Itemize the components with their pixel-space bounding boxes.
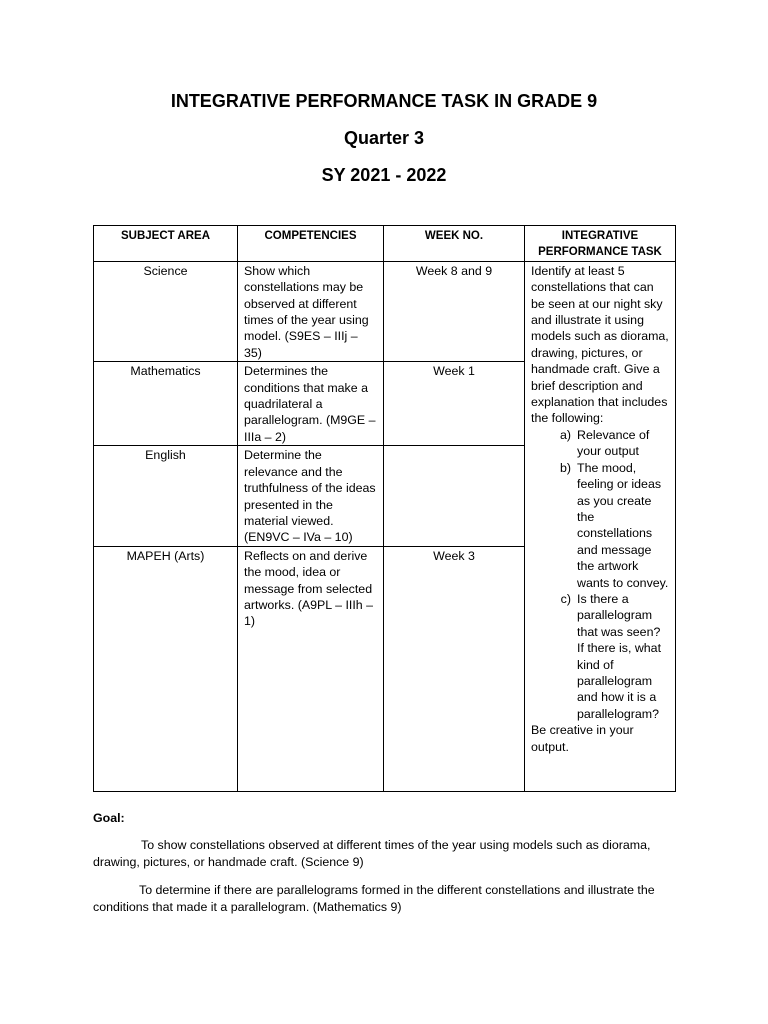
subject-cell: MAPEH (Arts) [94, 546, 238, 791]
list-item [531, 427, 669, 460]
goal-text-math: To determine if there are parallelograms formed in the different constellations and illustrate the conditions that made it a parallelogram. (Mathematics 9) [93, 883, 655, 914]
task-intro: Identify at least 5 constellations that can be seen at our night sky and illustrate it using models such as diorama, drawing, pictures, or handmade craft. Give a brief description and explanation that includes the following: [531, 263, 669, 426]
subject-cell: Science [94, 261, 238, 361]
quarter-heading: Quarter 3 [343, 128, 425, 148]
competency-cell: Determines the conditions that make a quadrilateral a parallelogram. (M9GE – IIIa – 2) [238, 362, 384, 446]
competency-cell: Determine the relevance and the truthfulness of the ideas presented in the material viewed. (EN9VC – IVa – 10) [238, 446, 384, 546]
column-header-competencies: COMPETENCIES [238, 226, 384, 262]
week-cell: Week 3 [384, 546, 525, 791]
list-item [531, 591, 669, 722]
integrative-task-cell [525, 261, 676, 791]
table-row [94, 261, 676, 361]
list-item-text: The mood, feeling or ideas as you create the constellations and message the artwork wants to convey. [577, 460, 669, 590]
list-marker: c) [560, 591, 571, 606]
list-item [531, 460, 669, 591]
week-cell [384, 446, 525, 546]
document-title: INTEGRATIVE PERFORMANCE TASK IN GRADE 9 [170, 91, 598, 111]
list-item-text: Relevance of your output [577, 427, 650, 459]
list-marker: b) [559, 460, 571, 475]
column-header-subject: SUBJECT AREA [94, 226, 238, 262]
list-item-text: Is there a parallelogram that was seen? If there is, what kind of parallelogram and how it is a parallelogram? [577, 591, 662, 721]
goal-section [93, 810, 683, 827]
week-cell: Week 8 and 9 [384, 261, 525, 361]
list-marker: a) [559, 427, 571, 442]
competency-cell: Show which constellations may be observed at different times of the year using model. (S9ES – IIIj – 35) [238, 261, 384, 361]
performance-task-table [93, 225, 676, 792]
subject-cell: English [94, 446, 238, 546]
goal-label: Goal: [93, 811, 125, 825]
week-cell: Week 1 [384, 362, 525, 446]
subject-cell: Mathematics [94, 362, 238, 446]
goal-paragraph-math [93, 882, 683, 916]
goal-text-science: To show constellations observed at different times of the year using models such as diorama, drawing, pictures, or handmade craft. (Science 9) [93, 838, 651, 869]
task-item-list [531, 427, 669, 722]
competency-cell: Reflects on and derive the mood, idea or message from selected artworks. (A9PL – IIIh – 1) [238, 546, 384, 791]
column-header-task: INTEGRATIVE PERFORMANCE TASK [525, 226, 676, 262]
school-year-heading: SY 2021 - 2022 [321, 165, 447, 185]
column-header-week: WEEK NO. [384, 226, 525, 262]
table-header-row [94, 226, 676, 262]
goal-paragraph-science [93, 837, 683, 871]
task-closing: Be creative in your output. [531, 723, 634, 754]
